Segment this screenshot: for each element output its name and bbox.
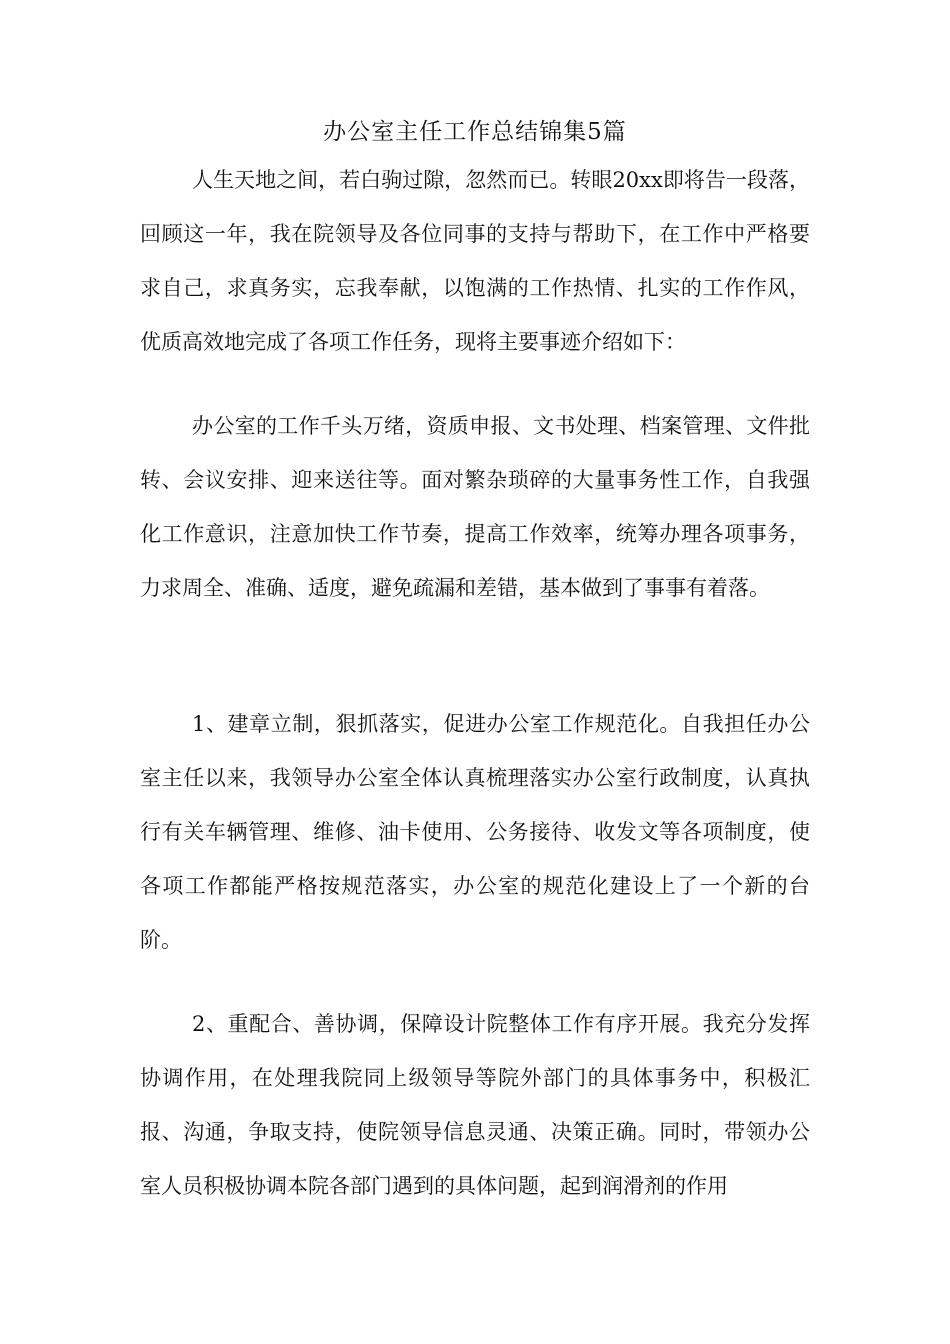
paragraph-item-2: 2、重配合、善协调，保障设计院整体工作有序开展。我充分发挥协调作用，在处理我院同上级领导等院外部门的具体事务中，积极汇报、沟通，争取支持，使院领导信息灵通、决策正确。同时，带领办公室人员积极协调本院各部门遇到的具体问题，起到润滑剂的作用 xyxy=(140,1012,810,1198)
paragraph-item-1: 1、建章立制，狠抓落实，促进办公室工作规范化。自我担任办公室主任以来，我领导办公室全体认真梳理落实办公室行政制度，认真执行有关车辆管理、维修、油卡使用、公务接待、收发文等各项制度，使各项工作都能严格按规范落实，办公室的规范化建设上了一个新的台阶。 xyxy=(140,712,810,952)
paragraph-intro: 人生天地之间，若白驹过隙，忽然而已。转眼20xx即将告一段落，回顾这一年，我在院领导及各位同事的支持与帮助下，在工作中严格要求自己，求真务实，忘我奉献，以饱满的工作热情、扎实的工作作风，优质高效地完成了各项工作任务，现将主要事迹介绍如下： xyxy=(140,168,810,354)
paragraph-office-work: 办公室的工作千头万绪，资质申报、文书处理、档案管理、文件批转、会议安排、迎来送往等。面对繁杂琐碎的大量事务性工作，自我强化工作意识，注意加快工作节奏，提高工作效率，统筹办理各项事务，力求周全、准确、适度，避免疏漏和差错，基本做到了事事有着落。 xyxy=(140,414,810,600)
document-title: 办公室主任工作总结锦集5篇 xyxy=(323,119,627,145)
